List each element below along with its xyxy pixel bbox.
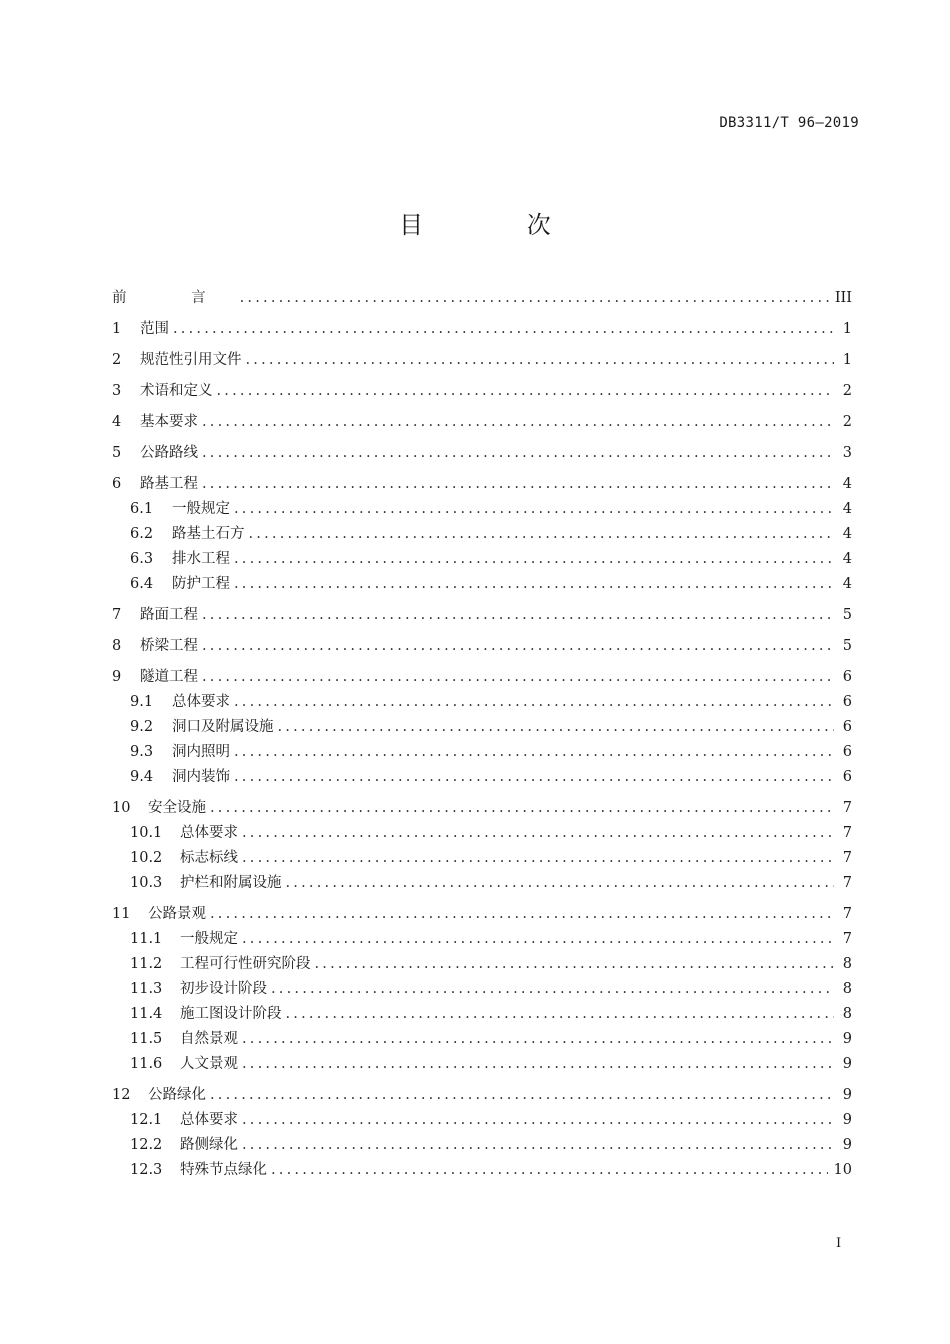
toc-entry-page: 7 — [842, 825, 852, 841]
toc-subentry[interactable] — [112, 1052, 852, 1077]
toc-entry[interactable] — [112, 472, 852, 497]
toc-entry-number: 9.1 — [130, 694, 154, 710]
toc-entry-title: 工程可行性研究阶段 — [180, 956, 311, 972]
toc-entry-page: 1 — [842, 321, 852, 337]
toc-entry-number: 7 — [112, 607, 122, 623]
toc-leader-dots — [278, 715, 835, 740]
toc-entry-title: 总体要求 — [180, 825, 238, 841]
toc-leader-dots — [246, 348, 835, 373]
toc-leader-dots — [210, 902, 834, 927]
toc-entry-page: 8 — [842, 956, 852, 972]
toc-entry-page: 9 — [842, 1137, 852, 1153]
toc-entry-title: 初步设计阶段 — [180, 981, 267, 997]
toc-leader-dots — [202, 665, 834, 690]
toc-subentry[interactable] — [112, 1027, 852, 1052]
toc-entry-title: 前 言 — [112, 290, 236, 306]
toc-entry-page: 5 — [842, 607, 852, 623]
toc-entry-number: 11.1 — [130, 931, 163, 947]
toc-subentry[interactable] — [112, 522, 852, 547]
toc-entry-number: 10.3 — [130, 875, 163, 891]
toc-entry-number: 11.4 — [130, 1006, 163, 1022]
toc-leader-dots — [234, 690, 834, 715]
toc-leader-dots — [242, 1133, 834, 1158]
toc-entry-title: 范围 — [140, 321, 169, 337]
toc-entry-page: 4 — [842, 526, 852, 542]
toc-entry-title: 公路绿化 — [148, 1087, 206, 1103]
toc-entry-page: III — [834, 290, 852, 306]
toc-subentry[interactable] — [112, 846, 852, 871]
toc-entry[interactable] — [112, 1083, 852, 1108]
toc-subentry[interactable] — [112, 740, 852, 765]
toc-entry-number: 12.2 — [130, 1137, 163, 1153]
toc-entry[interactable] — [112, 410, 852, 435]
toc-leader-dots — [240, 286, 829, 311]
toc-entry-page: 6 — [842, 769, 852, 785]
toc-subentry[interactable] — [112, 952, 852, 977]
toc-entry-number: 12.3 — [130, 1162, 163, 1178]
toc-entry[interactable] — [112, 796, 852, 821]
toc-leader-dots — [234, 740, 834, 765]
page-title: 目 次 — [399, 211, 599, 239]
toc-entry-number: 6.3 — [130, 551, 154, 567]
toc-leader-dots — [286, 1002, 835, 1027]
toc-entry-page: 4 — [842, 476, 852, 492]
toc-leader-dots — [202, 472, 834, 497]
toc-leader-dots — [234, 765, 834, 790]
toc-leader-dots — [286, 871, 835, 896]
toc-entry[interactable] — [112, 441, 852, 466]
toc-leader-dots — [242, 1052, 834, 1077]
toc-subentry[interactable] — [112, 1158, 852, 1183]
toc-entry-page: 6 — [842, 669, 852, 685]
toc-entry-title: 规范性引用文件 — [140, 352, 242, 368]
toc-entry-title: 洞内照明 — [172, 744, 230, 760]
toc-entry-title: 施工图设计阶段 — [180, 1006, 282, 1022]
toc-entry-page: 9 — [842, 1056, 852, 1072]
toc-leader-dots — [242, 1108, 834, 1133]
toc-entry-page: 4 — [842, 576, 852, 592]
toc-entry-number: 2 — [112, 352, 122, 368]
toc-entry-number: 10.2 — [130, 850, 163, 866]
toc-entry-page: 4 — [842, 551, 852, 567]
toc-entry-page: 10 — [833, 1162, 852, 1178]
toc-entry-number: 10.1 — [130, 825, 163, 841]
toc-subentry[interactable] — [112, 871, 852, 896]
toc-entry-page: 7 — [842, 875, 852, 891]
toc-entry-number: 11.5 — [130, 1031, 163, 1047]
toc-leader-dots — [249, 522, 835, 547]
toc-entry-title: 洞内装饰 — [172, 769, 230, 785]
toc-entry-page: 3 — [842, 445, 852, 461]
toc-entry-number: 4 — [112, 414, 122, 430]
toc-subentry[interactable] — [112, 547, 852, 572]
toc-entry-title: 一般规定 — [172, 501, 230, 517]
toc-entry[interactable] — [112, 634, 852, 659]
toc-entry-number: 9 — [112, 669, 122, 685]
toc-subentry[interactable] — [112, 1002, 852, 1027]
toc-entry-title: 术语和定义 — [140, 383, 213, 399]
toc-entry-title: 路基土石方 — [172, 526, 245, 542]
toc-leader-dots — [234, 572, 834, 597]
toc-entry-number: 8 — [112, 638, 122, 654]
toc-entry-page: 8 — [842, 981, 852, 997]
toc-entry[interactable] — [112, 317, 852, 342]
toc-leader-dots — [242, 927, 834, 952]
toc-leader-dots — [242, 1027, 834, 1052]
toc-entry-title: 排水工程 — [172, 551, 230, 567]
toc-leader-dots — [173, 317, 834, 342]
toc-entry[interactable] — [112, 348, 852, 373]
toc-entry-number: 6 — [112, 476, 122, 492]
toc-subentry[interactable] — [112, 690, 852, 715]
toc-entry-title: 标志标线 — [180, 850, 238, 866]
toc-entry-page: 7 — [842, 906, 852, 922]
toc-subentry[interactable] — [112, 977, 852, 1002]
toc-entry[interactable] — [112, 603, 852, 628]
toc-entry-number: 11.3 — [130, 981, 163, 997]
toc-leader-dots — [271, 977, 834, 1002]
toc-entry-page: 6 — [842, 719, 852, 735]
toc-leader-dots — [202, 441, 834, 466]
toc-subentry[interactable] — [112, 715, 852, 740]
toc-entry-page: 4 — [842, 501, 852, 517]
toc-entry[interactable] — [112, 665, 852, 690]
toc-entry-page: 2 — [842, 383, 852, 399]
toc-leader-dots — [217, 379, 835, 404]
toc-leader-dots — [271, 1158, 828, 1183]
toc-subentry[interactable] — [112, 927, 852, 952]
toc-entry-title: 公路路线 — [140, 445, 198, 461]
toc-entry-number: 6.4 — [130, 576, 154, 592]
toc-entry-title: 防护工程 — [172, 576, 230, 592]
toc-entry-number: 10 — [112, 800, 131, 816]
toc-leader-dots — [202, 410, 834, 435]
toc-leader-dots — [210, 796, 834, 821]
toc-leader-dots — [202, 634, 834, 659]
toc-entry-number: 5 — [112, 445, 122, 461]
toc-entry-title: 一般规定 — [180, 931, 238, 947]
toc-entry-page: 5 — [842, 638, 852, 654]
toc-entry-title: 特殊节点绿化 — [180, 1162, 267, 1178]
toc-subentry[interactable] — [112, 765, 852, 790]
toc-entry-number: 9.3 — [130, 744, 154, 760]
toc-entry-title: 安全设施 — [148, 800, 206, 816]
toc-entry-title: 护栏和附属设施 — [180, 875, 282, 891]
toc-entry-page: 8 — [842, 1006, 852, 1022]
toc-entry-number: 11.2 — [130, 956, 163, 972]
toc-entry-page: 7 — [842, 800, 852, 816]
toc-entry-title: 总体要求 — [180, 1112, 238, 1128]
toc-entry-number: 11 — [112, 906, 131, 922]
toc-entry-number: 6.2 — [130, 526, 154, 542]
table-of-contents — [112, 286, 852, 1183]
toc-entry-page: 6 — [842, 744, 852, 760]
toc-entry-number: 9.2 — [130, 719, 154, 735]
toc-subentry[interactable] — [112, 497, 852, 522]
toc-entry-title: 总体要求 — [172, 694, 230, 710]
toc-subentry[interactable] — [112, 1133, 852, 1158]
toc-entry-page: 1 — [842, 352, 852, 368]
toc-entry-number: 3 — [112, 383, 122, 399]
toc-entry-title: 路侧绿化 — [180, 1137, 238, 1153]
toc-entry-page: 9 — [842, 1087, 852, 1103]
toc-entry-number: 11.6 — [130, 1056, 163, 1072]
toc-entry-title: 桥梁工程 — [140, 638, 198, 654]
toc-entry-number: 6.1 — [130, 501, 154, 517]
toc-leader-dots — [315, 952, 835, 977]
toc-entry-number: 9.4 — [130, 769, 154, 785]
toc-entry-number: 12 — [112, 1087, 131, 1103]
toc-entry-page: 9 — [842, 1031, 852, 1047]
toc-entry-title: 基本要求 — [140, 414, 198, 430]
toc-leader-dots — [234, 547, 834, 572]
toc-leader-dots — [234, 497, 834, 522]
toc-entry-page: 7 — [842, 931, 852, 947]
toc-entry-page: 6 — [842, 694, 852, 710]
toc-entry[interactable] — [112, 379, 852, 404]
toc-entry-page: 9 — [842, 1112, 852, 1128]
toc-leader-dots — [210, 1083, 834, 1108]
toc-entry[interactable] — [112, 902, 852, 927]
toc-entry-title: 公路景观 — [148, 906, 206, 922]
toc-subentry[interactable] — [112, 821, 852, 846]
toc-entry-title: 人文景观 — [180, 1056, 238, 1072]
toc-entry-number: 12.1 — [130, 1112, 163, 1128]
toc-entry-page: 7 — [842, 850, 852, 866]
toc-subentry[interactable] — [112, 572, 852, 597]
page-number: I — [836, 1236, 842, 1251]
toc-leader-dots — [202, 603, 834, 628]
toc-subentry[interactable] — [112, 1108, 852, 1133]
toc-leader-dots — [242, 821, 834, 846]
toc-entry-title: 路面工程 — [140, 607, 198, 623]
toc-entry-page: 2 — [842, 414, 852, 430]
toc-entry[interactable] — [112, 286, 852, 311]
toc-entry-number: 1 — [112, 321, 122, 337]
toc-leader-dots — [242, 846, 834, 871]
toc-entry-title: 自然景观 — [180, 1031, 238, 1047]
toc-entry-title: 隧道工程 — [140, 669, 198, 685]
document-code: DB3311/T 96—2019 — [719, 115, 859, 131]
toc-entry-title: 洞口及附属设施 — [172, 719, 274, 735]
toc-entry-title: 路基工程 — [140, 476, 198, 492]
